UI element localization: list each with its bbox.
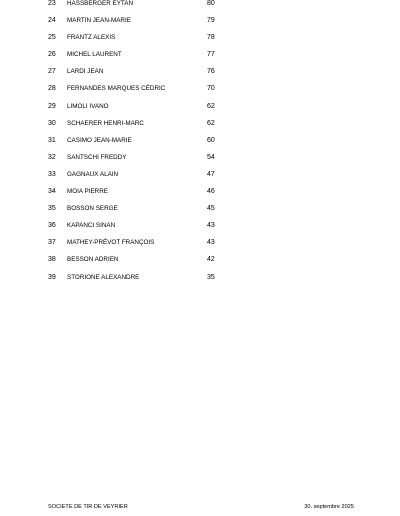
score-cell: 79	[207, 17, 215, 25]
shooter-name-cell: HASSBERGER EYTAN	[67, 0, 134, 7]
table-row	[44, 80, 224, 97]
rank-cell: 31	[48, 136, 56, 144]
ranking-table	[44, 0, 224, 286]
shooter-name-cell: BOSSON SERGE	[67, 205, 118, 213]
table-row	[44, 183, 224, 200]
score-cell: 42	[207, 256, 215, 264]
score-cell: 62	[207, 119, 215, 127]
shooter-name-cell: BESSON ADRIEN	[67, 256, 119, 264]
rank-cell: 38	[48, 256, 56, 264]
shooter-name-cell: MICHEL LAURENT	[67, 51, 122, 59]
rank-cell: 36	[48, 222, 56, 230]
rank-cell: 37	[48, 239, 56, 247]
table-row	[44, 200, 224, 217]
table-row	[44, 166, 224, 183]
rank-cell: 27	[48, 68, 56, 76]
table-row	[44, 234, 224, 251]
table-row	[44, 132, 224, 149]
score-cell: 35	[207, 273, 215, 281]
rank-cell: 34	[48, 188, 56, 196]
table-row	[44, 115, 224, 132]
rank-cell: 32	[48, 153, 56, 161]
score-cell: 45	[207, 205, 215, 213]
table-row	[44, 269, 224, 286]
table-row	[44, 98, 224, 115]
rank-cell: 30	[48, 119, 56, 127]
score-cell: 46	[207, 188, 215, 196]
rank-cell: 24	[48, 17, 56, 25]
shooter-name-cell: MOIA PIERRE	[67, 188, 108, 196]
shooter-name-cell: FERNANDES MARQUES CÉDRIC	[67, 85, 166, 93]
table-row	[44, 12, 224, 29]
shooter-name-cell: STORIONE ALEXANDRE	[67, 273, 140, 281]
footer-date: 30. septembre 2025	[304, 504, 354, 510]
rank-cell: 29	[48, 102, 56, 110]
score-cell: 62	[207, 102, 215, 110]
table-row	[44, 149, 224, 166]
table-row	[44, 29, 224, 46]
shooter-name-cell: SANTSCHI FREDDY	[67, 153, 127, 161]
shooter-name-cell: MARTIN JEAN-MARIE	[67, 17, 131, 25]
shooter-name-cell: CASIMO JEAN-MARIE	[67, 136, 132, 144]
shooter-name-cell: GAGNAUX ALAIN	[67, 170, 119, 178]
rank-cell: 33	[48, 170, 56, 178]
rank-cell: 25	[48, 34, 56, 42]
score-cell: 54	[207, 153, 215, 161]
shooter-name-cell: MATHEY-PRÉVOT FRANÇOIS	[67, 239, 155, 247]
table-row	[44, 0, 224, 12]
score-cell: 47	[207, 170, 215, 178]
table-row	[44, 217, 224, 234]
score-cell: 43	[207, 222, 215, 230]
footer-club-name: SOCIETE DE TIR DE VEYRIER	[48, 504, 128, 510]
table-row	[44, 46, 224, 63]
rank-cell: 26	[48, 51, 56, 59]
table-row	[44, 63, 224, 80]
rank-cell: 28	[48, 85, 56, 93]
shooter-name-cell: LARDI JEAN	[67, 68, 104, 76]
rank-cell: 23	[48, 0, 56, 7]
score-cell: 60	[207, 136, 215, 144]
score-cell: 43	[207, 239, 215, 247]
score-cell: 70	[207, 85, 215, 93]
table-row	[44, 251, 224, 268]
shooter-name-cell: FRANTZ ALEXIS	[67, 34, 116, 42]
shooter-name-cell: LIMOLI IVANO	[67, 102, 109, 110]
shooter-name-cell: SCHAERER HENRI-MARC	[67, 119, 144, 127]
score-cell: 80	[207, 0, 215, 7]
score-cell: 77	[207, 51, 215, 59]
rank-cell: 39	[48, 273, 56, 281]
score-cell: 78	[207, 34, 215, 42]
shooter-name-cell: KAPANCI SINAN	[67, 222, 116, 230]
rank-cell: 35	[48, 205, 56, 213]
score-cell: 76	[207, 68, 215, 76]
